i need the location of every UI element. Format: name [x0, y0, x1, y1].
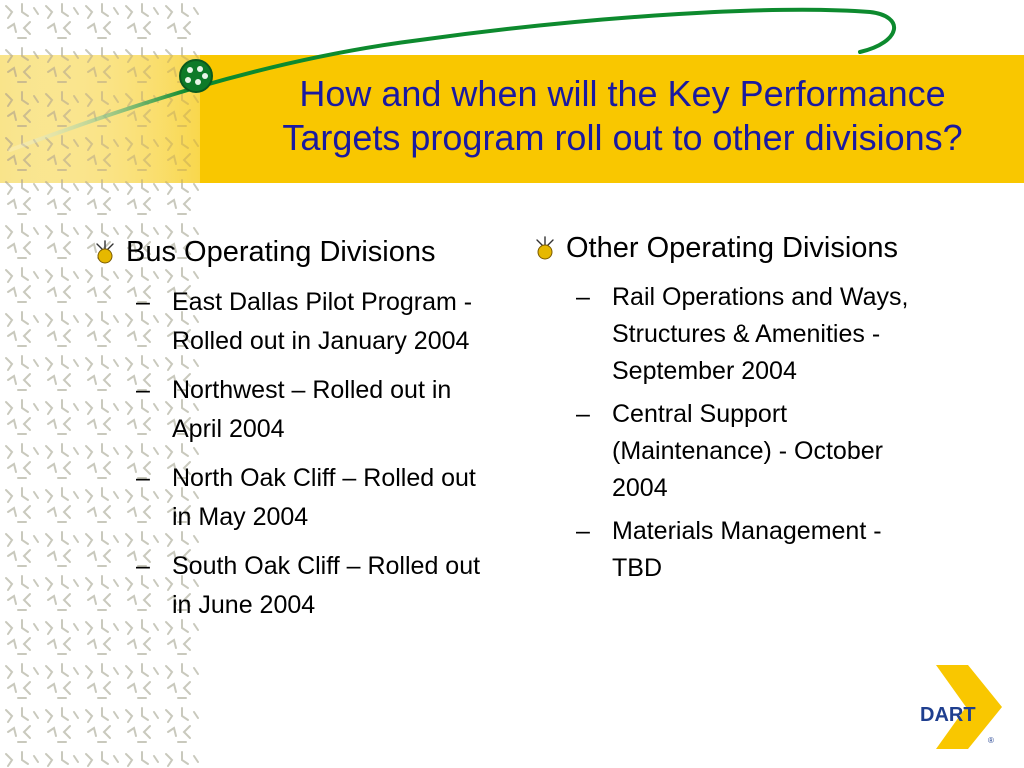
list-item: [136, 371, 502, 449]
other-operating-divisions-bullet: [532, 228, 932, 269]
list-item-text: Northwest – Rolled out in April 2004: [172, 376, 452, 443]
dart-logo: [916, 663, 1006, 751]
left-column: [92, 232, 502, 635]
logo-registered-mark: ®: [988, 736, 994, 745]
green-knot-icon: [180, 60, 212, 92]
list-item-text: Materials Management - TBD: [612, 517, 882, 582]
list-item: [576, 396, 932, 507]
list-item-text: North Oak Cliff – Rolled out in May 2004: [172, 464, 476, 531]
left-heading: Bus Operating Divisions: [126, 236, 436, 268]
list-item-text: East Dallas Pilot Program - Rolled out in January 2004: [172, 288, 473, 355]
dash: –: [136, 552, 150, 580]
right-column: [532, 228, 932, 593]
dash: –: [136, 376, 150, 404]
dash: –: [136, 464, 150, 492]
dash: –: [576, 400, 590, 428]
dash: –: [576, 517, 590, 545]
bus-operating-divisions-bullet: [92, 232, 502, 273]
list-item-text: South Oak Cliff – Rolled out in June 2004: [172, 552, 481, 619]
right-heading: Other Operating Divisions: [566, 232, 899, 264]
list-item: [576, 513, 932, 587]
dash: –: [136, 288, 150, 316]
right-sub-list: [532, 279, 932, 587]
left-sub-list: [92, 283, 502, 625]
dash: –: [576, 283, 590, 311]
sunburst-bullet-icon: [92, 238, 118, 268]
list-item: [136, 459, 502, 537]
slide-title: How and when will the Key Performance Targets program roll out to other divisions?: [282, 73, 963, 158]
sunburst-bullet-icon: [532, 234, 558, 264]
list-item: [136, 283, 502, 361]
list-item-text: Central Support (Maintenance) - October 2004: [612, 400, 883, 502]
list-item-text: Rail Operations and Ways, Structures & Amenities - September 2004: [612, 283, 909, 385]
logo-text: DART: [920, 704, 976, 726]
list-item: [136, 547, 502, 625]
list-item: [576, 279, 932, 390]
